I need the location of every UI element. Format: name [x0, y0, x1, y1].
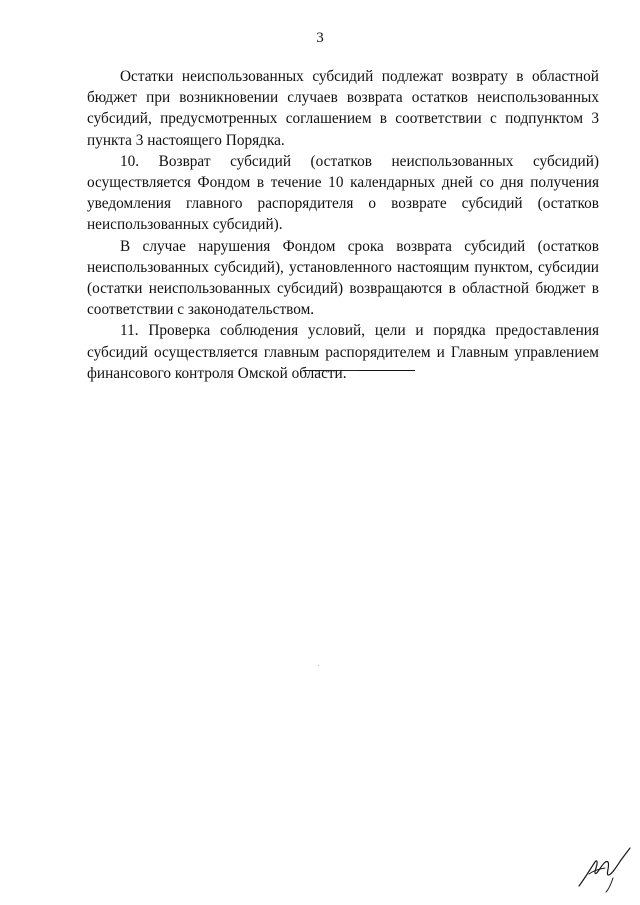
document-body — [87, 66, 599, 384]
signature-mark — [575, 838, 633, 894]
page-number: 3 — [316, 30, 324, 46]
paragraph-item-11: 11. Проверка соблюдения условий, цели и порядка предоставления субсидий осуществляется главным распорядителем и Главным управлением финансового контроля Омской области. — [87, 322, 599, 382]
paragraph-item-10: 10. Возврат субсидий (остатков неиспользованных субсидий) осуществляется Фондом в течение 10 календарных дней со дня получения уведомления главного распорядителя о возврате субсидий (остатков неиспользованных субсидий). — [87, 152, 599, 234]
scan-speck — [318, 665, 319, 666]
end-divider — [303, 370, 415, 371]
paragraph-violation: В случае нарушения Фондом срока возврата субсидий (остатков неиспользованных субсидий), установленного настоящим пунктом, субсидии (остатки неиспользованных субсидий) возвращаются в областной бюджет в соответствии с законодательством. — [87, 237, 599, 319]
paragraph-remainder-return: Остатки неиспользованных субсидий подлежат возврату в областной бюджет при возникновении случаев возврата остатков неиспользованных субсидий, предусмотренных соглашением в соответствии с подпунктом 3 пункта 3 настоящего Порядка. — [87, 68, 599, 149]
